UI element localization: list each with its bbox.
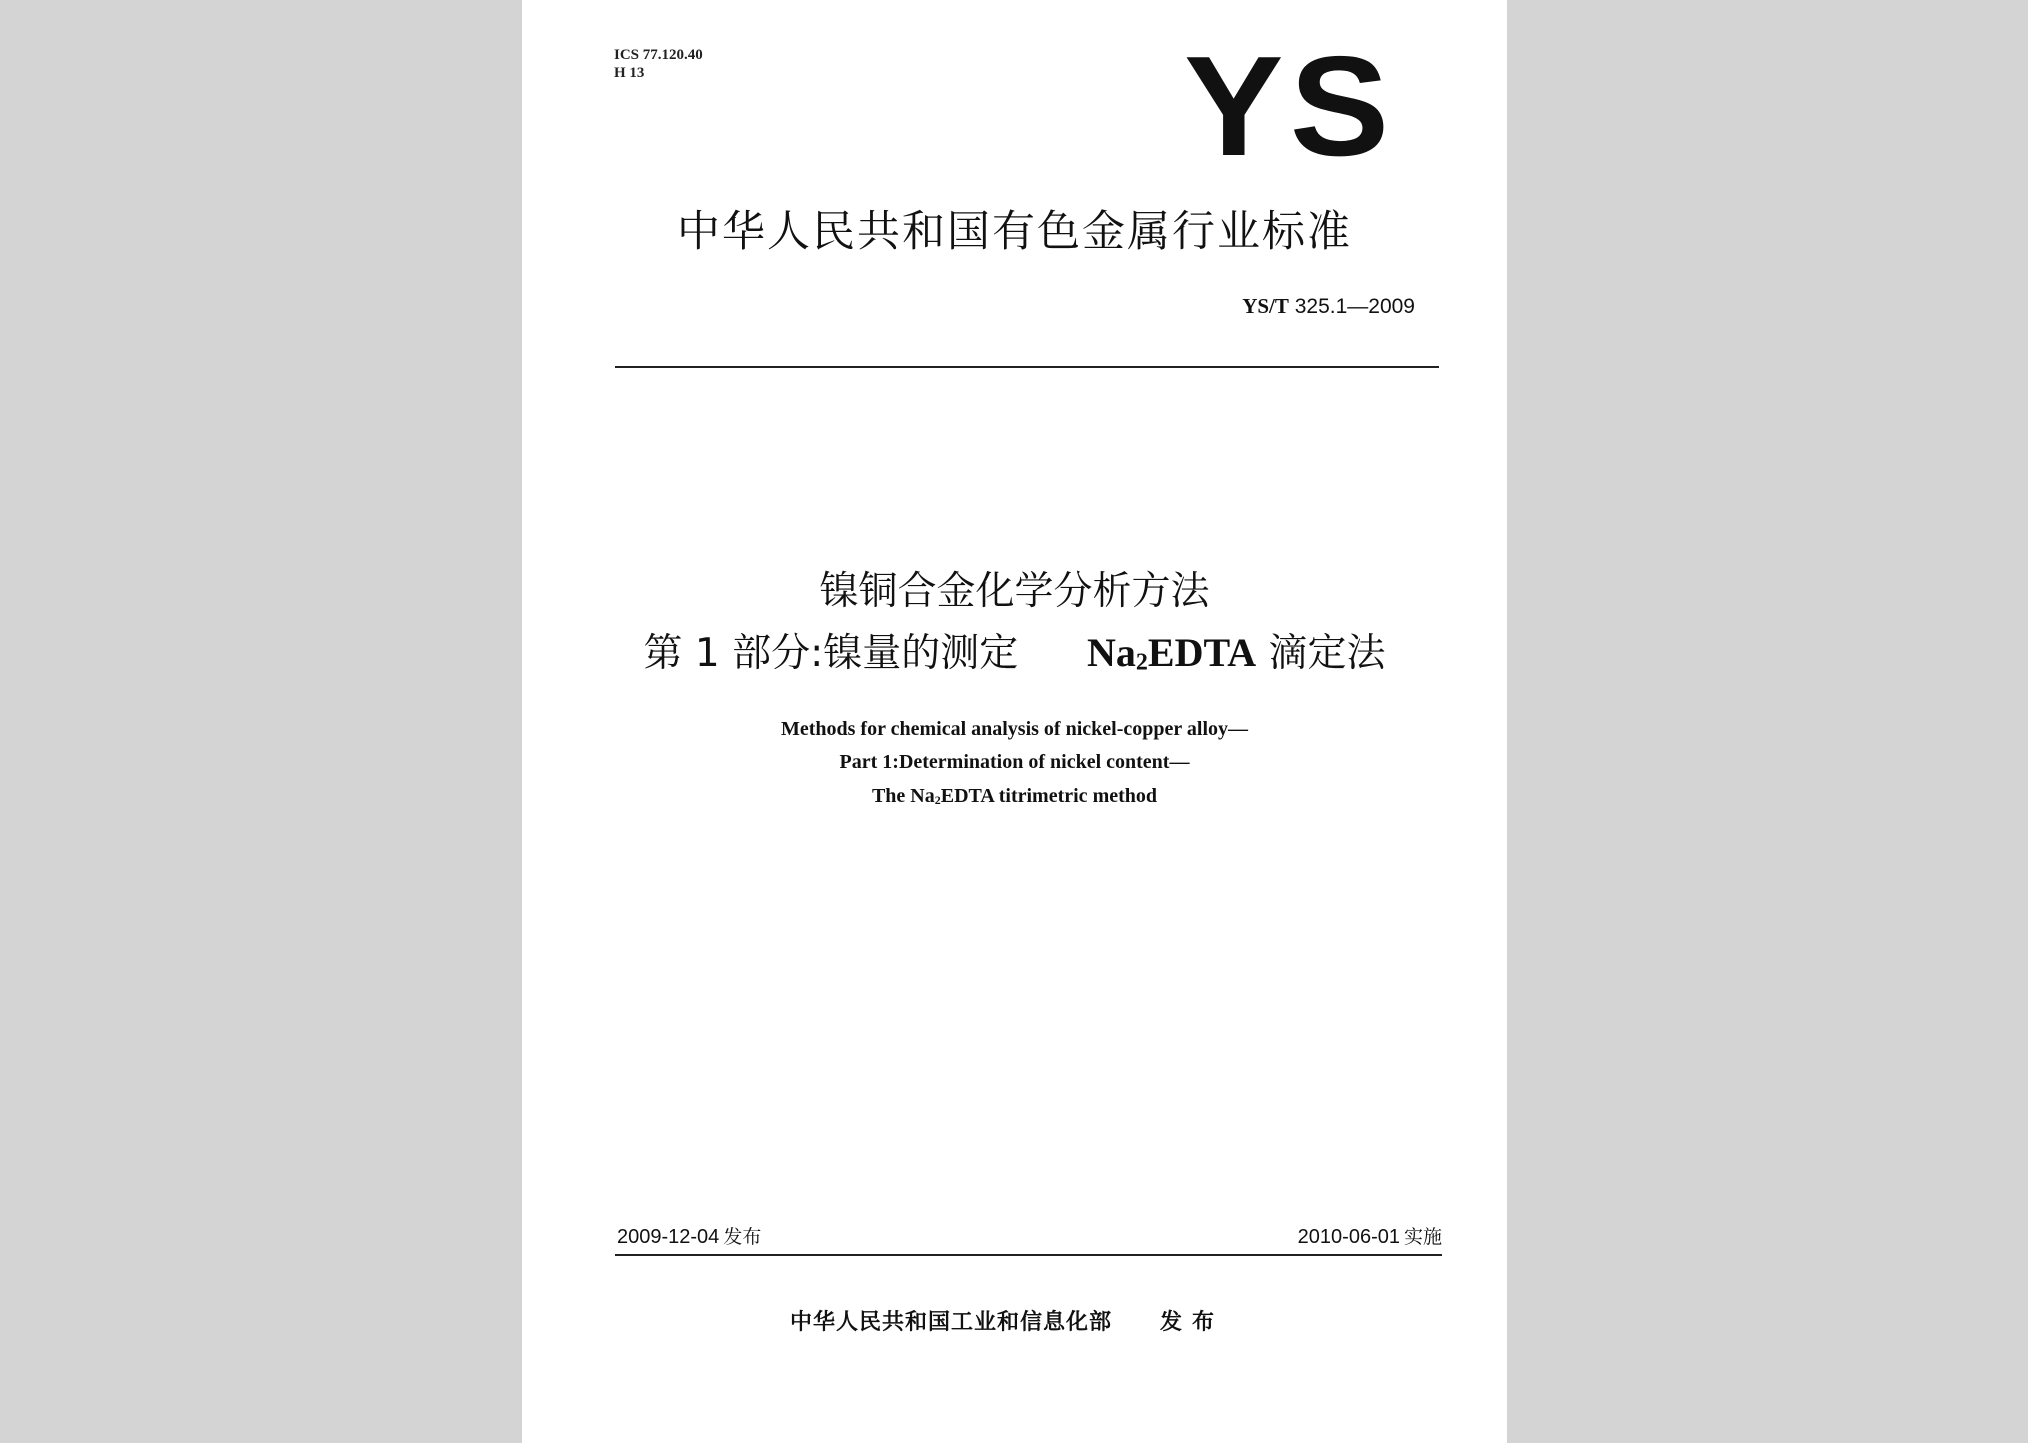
bottom-divider [615,1254,1442,1256]
ccs-code: H 13 [614,65,645,81]
chinese-title-line-2 [522,622,1507,678]
english-title-post: EDTA titrimetric method [940,785,1158,807]
english-title-line-1: Methods for chemical analysis of nickel-copper alloy— [780,718,1248,740]
issuing-authority [790,1305,1224,1336]
english-title-subscript: 2 [934,792,941,807]
chinese-title-reagent [1087,630,1256,675]
chinese-title-part: 第 1 部分:镍量的测定 [643,631,1019,676]
chinese-title-method: 滴定法 [1268,631,1386,676]
issuer-name: 中华人民共和国工业和信息化部 [790,1310,1113,1335]
ics-code: ICS 77.120.40 [614,47,703,63]
reagent-edta: EDTA [1147,630,1257,675]
english-title-line-2: Part 1:Determination of nickel content— [839,751,1190,773]
issuer-action: 发布 [1160,1310,1225,1335]
effective-date [1298,1222,1442,1249]
reagent-na: Na [1087,630,1136,675]
classification-codes [614,46,703,82]
issue-date-value: 2009-12-04 [617,1226,720,1248]
organization-title: 中华人民共和国有色金属行业标准 [677,207,1352,257]
document-page [522,0,1507,1443]
effective-date-label: 实施 [1403,1226,1442,1248]
english-title-line-3 [522,784,1507,812]
ys-logo: YS [1184,27,1396,186]
chinese-title-line-1: 镍铜合金化学分析方法 [819,569,1210,614]
issue-date-label: 发布 [723,1226,762,1248]
standard-number [1242,294,1415,319]
standard-code: 325.1—2009 [1294,295,1415,318]
english-title-pre: The Na [871,785,935,807]
effective-date-value: 2010-06-01 [1297,1226,1400,1248]
reagent-subscript: 2 [1135,649,1148,676]
top-divider [615,366,1439,368]
standard-prefix: YS/T [1242,294,1289,318]
issue-date [617,1222,761,1249]
